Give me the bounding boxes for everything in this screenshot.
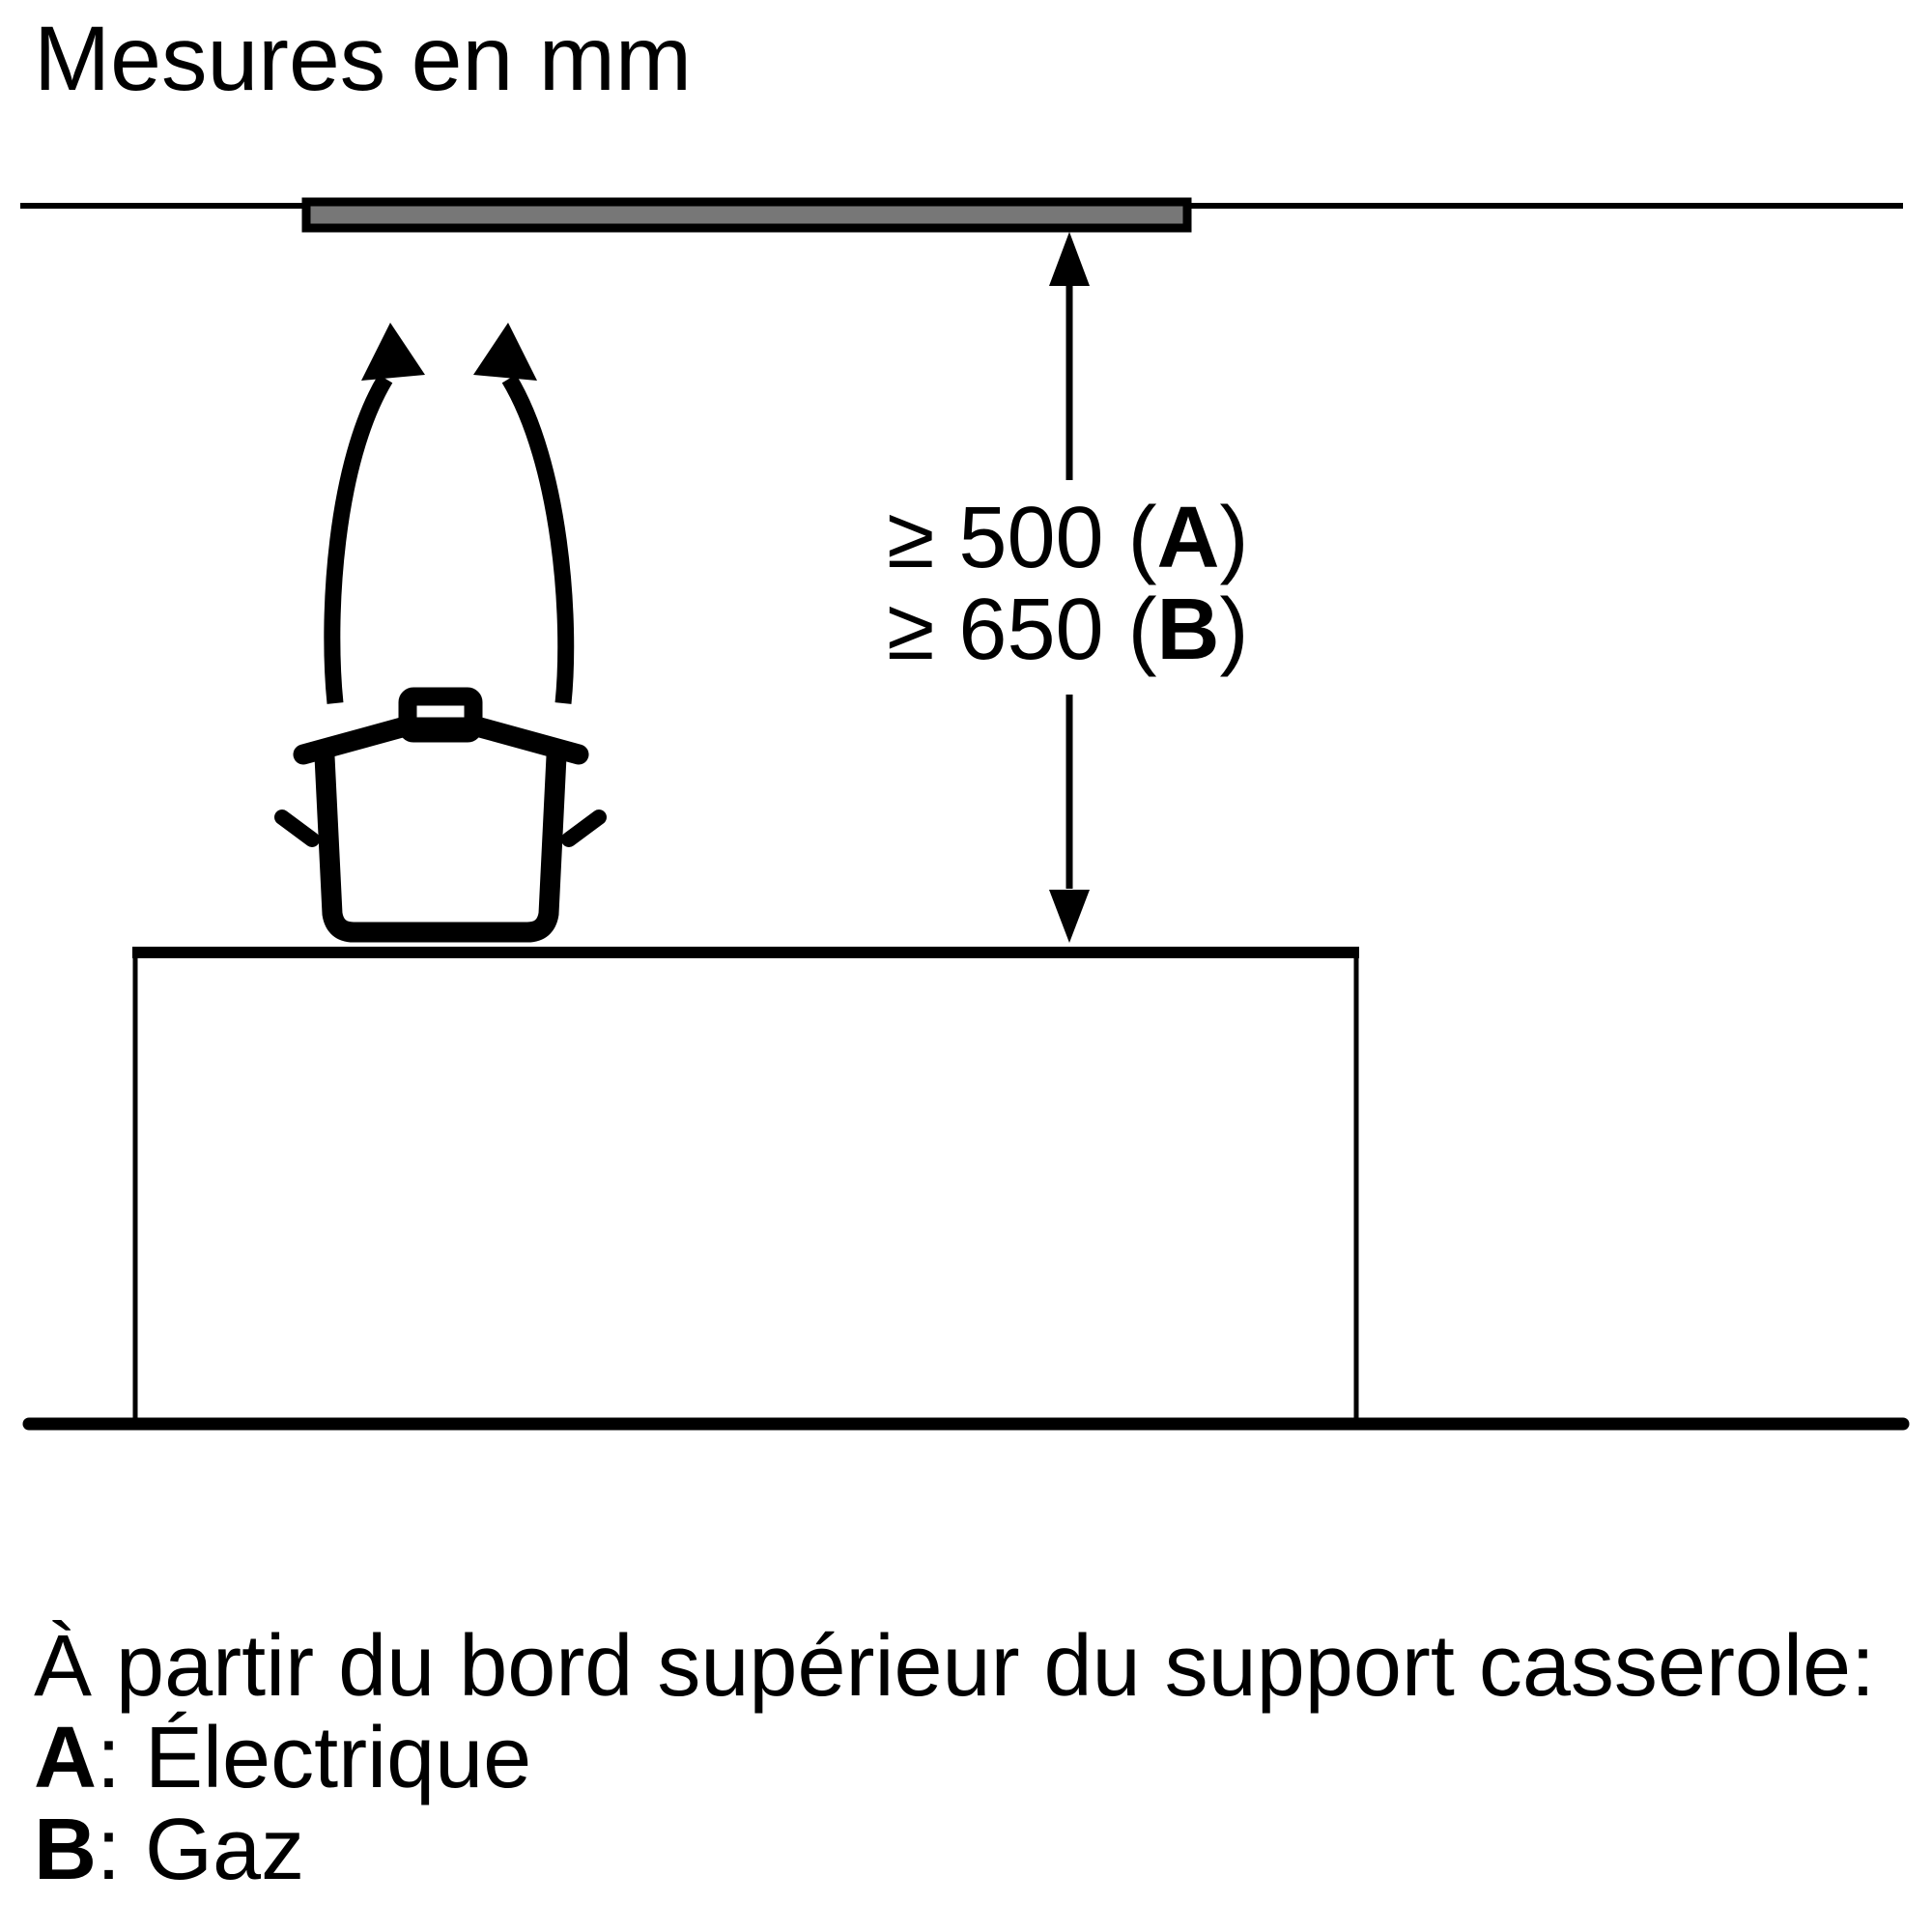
legend <box>34 1618 1876 1898</box>
page-title: Mesures en mm <box>34 8 693 110</box>
clearance-electric-key: A <box>1156 490 1220 586</box>
cooker-hood-bar <box>306 202 1187 228</box>
clearance-electric-prefix: ≥ 500 ( <box>887 490 1157 586</box>
clearance-gas-key: B <box>1156 582 1220 678</box>
cooking-pot-icon <box>282 696 599 932</box>
legend-gas-separator: : <box>97 1802 146 1898</box>
legend-electric-value: Électrique <box>145 1710 532 1806</box>
clearance-electric-suffix: ) <box>1219 490 1249 586</box>
clearance-gas-prefix: ≥ 650 ( <box>887 582 1157 678</box>
steam-arrow-left-icon <box>332 323 425 703</box>
clearance-gas-suffix: ) <box>1219 582 1249 678</box>
legend-item-electric <box>34 1710 1875 1806</box>
clearance-labels <box>887 490 1249 678</box>
legend-electric-key: A <box>34 1710 97 1806</box>
steam-arrow-right-icon <box>473 323 566 703</box>
legend-gas-key: B <box>34 1802 97 1898</box>
legend-electric-separator: : <box>97 1710 146 1806</box>
legend-intro: À partir du bord supérieur du support casserole: <box>34 1618 1876 1715</box>
clearance-label-electric <box>887 490 1249 586</box>
worktop-outline <box>132 947 1359 1423</box>
legend-item-gas <box>34 1804 1875 1896</box>
clearance-label-gas <box>887 584 1249 676</box>
legend-gas-value: Gaz <box>145 1802 305 1898</box>
